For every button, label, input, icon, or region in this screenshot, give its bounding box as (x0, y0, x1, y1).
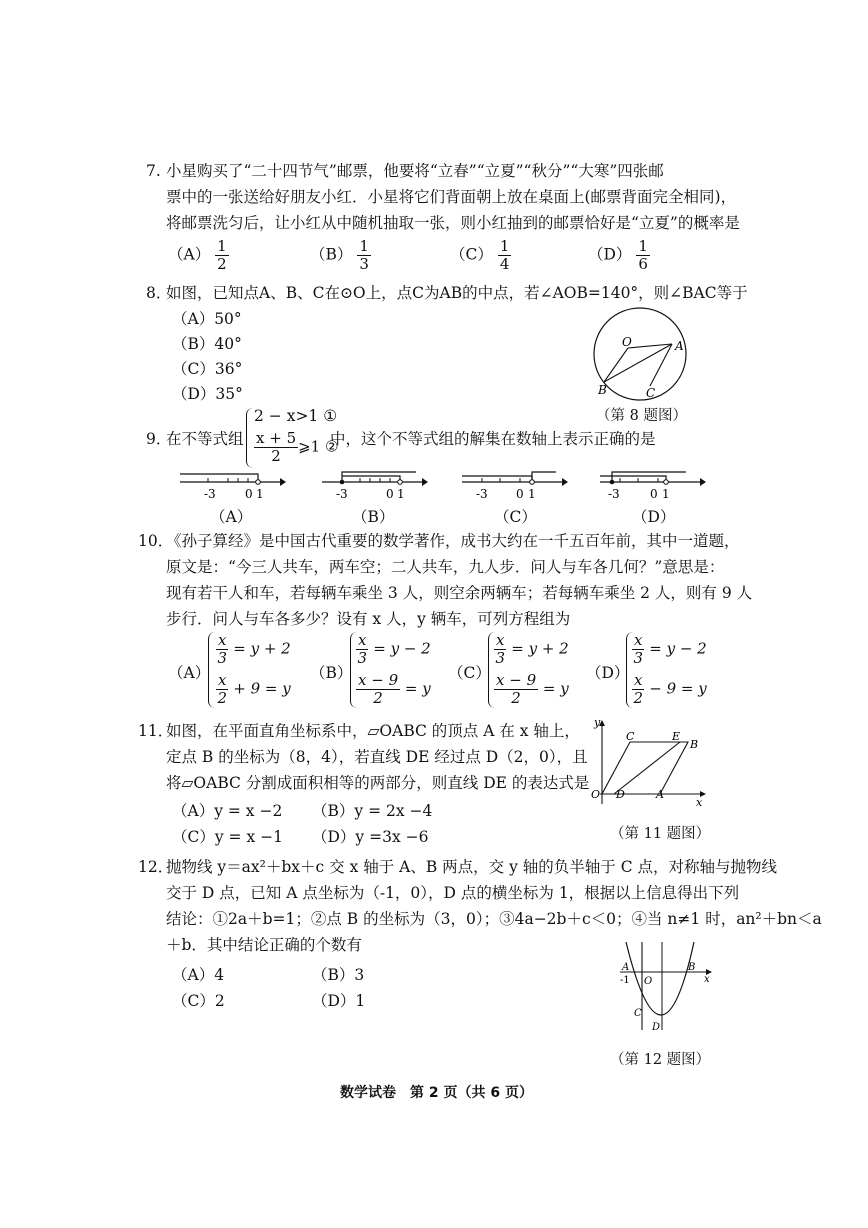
q11-parallelogram-figure (588, 716, 706, 808)
label-y: y (594, 716, 601, 729)
q9-number-line-c (460, 466, 568, 500)
q10-option-a-eq2 (216, 672, 291, 707)
label-a: A (622, 962, 630, 973)
label-x: x (704, 974, 710, 985)
segment-ob (604, 348, 628, 382)
label-c: C (634, 1008, 642, 1019)
fraction-numerator: x (634, 671, 643, 689)
parallelogram-oabc (602, 742, 688, 794)
label-a: A (656, 788, 664, 801)
arrow-icon (280, 478, 286, 486)
label-c: C (646, 386, 656, 400)
fraction-numerator: x (634, 631, 643, 649)
fraction-denominator: 4 (499, 255, 510, 273)
line-de (614, 742, 680, 794)
q9-option-c-label: （C） (494, 508, 537, 526)
q10-option-d-eq2 (632, 672, 707, 707)
q10-line-4: 步行．问人与车各多少？设有 x 人，y 辆车，可列方程组为 (166, 610, 571, 628)
fraction-denominator: 2 (511, 689, 521, 707)
q9-number: 9． (146, 430, 172, 448)
fraction-numerator: x − 9 (496, 671, 537, 689)
q8-text: 如图，已知点A、B、C在⊙O上，点C为AB的中点，若∠AOB=140°，则∠BAC等于 (166, 284, 748, 302)
q8-option-c: （C）36° (172, 360, 243, 378)
equation-rest: = y − 2 (373, 639, 431, 658)
fraction-denominator: 2 (271, 447, 281, 465)
q7-line-2: 票中的一张送给好朋友小红．小星将它们背面朝上放在桌面上(邮票背面完全相同)， (166, 188, 737, 206)
label-o: O (622, 335, 632, 349)
q9-inequality-1: 2 − x>1 ① (254, 407, 338, 425)
q12-option-b: （B）3 (312, 966, 365, 984)
q7-option-b (310, 238, 371, 273)
tick-label: -3 (476, 487, 488, 500)
q9-option-b-label: （B） (352, 508, 395, 526)
q12-number: 12． (138, 858, 174, 876)
fraction-denominator: 3 (217, 649, 227, 667)
q10-line-1: 《孙子算经》是中国古代重要的数学著作，成书大约在一千五百年前，其中一道题， (166, 532, 740, 550)
q10-option-c-eq2 (494, 672, 569, 707)
q8-option-a: （A）50° (172, 310, 242, 328)
equation-rest: = y + 2 (233, 639, 291, 658)
label-e: E (672, 730, 681, 743)
q7-option-d (588, 238, 650, 273)
q9-option-a-label: （A） (210, 508, 253, 526)
q7-number: 7. (146, 162, 161, 180)
fraction-numerator: 1 (359, 237, 369, 255)
tick-label: 1 (397, 487, 405, 500)
q12-option-a: （A）4 (172, 966, 225, 984)
q12-line-3: 结论：①2a＋b=1；②点 B 的坐标为（3，0）；③4a−2b＋c＜0；④当 n≠1 时，an²＋bn＜a (166, 910, 822, 928)
fraction-numerator: 1 (217, 237, 227, 255)
q7-option-a (168, 238, 229, 273)
label-b: B (690, 738, 699, 751)
fraction-numerator: x (496, 631, 505, 649)
option-label: （C） (450, 245, 493, 264)
q10-option-a-eq1 (216, 632, 291, 667)
q11-option-d: （D）y =3x −6 (312, 828, 429, 846)
arrow-icon (422, 478, 428, 486)
option-label: （D） (588, 245, 632, 264)
arrow-icon (700, 478, 706, 486)
q7-line-1: 小星购买了“二十四节气”邮票，他要将“立春”“立夏”“秋分”“大寒”四张邮 (166, 162, 664, 180)
fraction-numerator: x + 5 (256, 429, 297, 447)
q10-option-a-label: （A） (168, 664, 211, 682)
q12-caption: （第 12 题图） (610, 1052, 711, 1068)
q10-option-d-label: （D） (586, 664, 630, 682)
tick-label: -3 (608, 487, 620, 500)
fraction-numerator: x − 9 (358, 671, 399, 689)
equation-rest: = y − 2 (649, 639, 707, 658)
fraction-numerator: 1 (499, 237, 510, 255)
tick-label: 1 (256, 487, 264, 500)
tick-label: 1 (662, 487, 670, 500)
q8-option-d: （D）35° (172, 385, 243, 403)
fraction-denominator: 3 (357, 649, 367, 667)
q9-option-d-label: （D） (632, 508, 676, 526)
page-footer: 数学试卷 第 2 页（共 6 页） (340, 1085, 533, 1101)
q10-line-2: 原文是：“今三人共车，两车空；二人共车，九人步．问人与车各几何？”意思是： (166, 558, 725, 576)
system-brace (208, 632, 215, 708)
tick-label: 0 (650, 487, 658, 500)
q10-line-3: 现有若干人和车，若每辆车乘坐 3 人，则空余两辆车；若每辆车乘坐 2 人，则有 9 人 (166, 584, 753, 602)
fraction-denominator: 2 (217, 255, 227, 273)
arrow-icon (562, 478, 568, 486)
q7-line-3: 将邮票洗匀后，让小红从中随机抽取一张，则小红抽到的邮票恰好是“立夏”的概率是 (166, 214, 740, 232)
fraction-denominator: 2 (217, 689, 227, 707)
equation-rest: − 9 = y (649, 679, 707, 698)
label-c: C (626, 730, 635, 743)
fraction-denominator: 2 (373, 689, 383, 707)
q11-caption: （第 11 题图） (610, 826, 711, 842)
equation-rest: = y (542, 679, 569, 698)
circle-o (594, 308, 686, 400)
q11-line-1: 如图，在平面直角坐标系中，▱OABC 的顶点 A 在 x 轴上， (166, 722, 580, 740)
q10-option-c-label: （C） (448, 664, 491, 682)
q11-option-b: （B）y = 2x −4 (312, 802, 433, 820)
fraction-denominator: 2 (633, 689, 643, 707)
fraction-numerator: x (358, 631, 367, 649)
inequality-rest: ⩾1 ② (298, 437, 339, 456)
label-o: O (591, 788, 601, 801)
option-label: （A） (168, 245, 211, 264)
label-d: D (652, 1022, 661, 1033)
q10-option-d-eq1 (632, 632, 707, 667)
fraction-denominator: 3 (633, 649, 643, 667)
q8-caption: （第 8 题图） (596, 408, 687, 424)
q8-number: 8． (146, 284, 172, 302)
tick-label: -3 (336, 487, 348, 500)
equation-rest: = y + 2 (511, 639, 569, 658)
q9-number-line-a (178, 466, 286, 500)
label-a: A (675, 339, 684, 353)
q10-option-c-eq1 (494, 632, 569, 667)
tick-label: 0 (516, 487, 524, 500)
q8-option-b: （B）40° (172, 335, 242, 353)
q12-parabola-figure (616, 938, 712, 1034)
q11-option-c: （C）y = x −1 (172, 828, 283, 846)
label-neg1: -1 (620, 975, 630, 986)
q10-option-b-eq1 (356, 632, 431, 667)
fraction-denominator: 6 (638, 255, 648, 273)
q12-option-c: （C）2 (172, 992, 225, 1010)
q12-option-d: （D）1 (312, 992, 366, 1010)
q10-option-b-label: （B） (310, 664, 353, 682)
q12-line-1: 抛物线 y＝ax²＋bx＋c 交 x 轴于 A、B 两点，交 y 轴的负半轴于 C 点，对称轴与抛物线 (166, 858, 778, 876)
fraction-denominator: 3 (359, 255, 369, 273)
fraction-numerator: x (218, 631, 227, 649)
q9-number-line-d (598, 466, 706, 500)
q9-suffix: 中，这个不等式组的解集在数轴上表示正确的是 (330, 430, 656, 448)
q7-option-c (450, 238, 511, 273)
q10-option-b-eq2 (356, 672, 431, 707)
fraction-denominator: 3 (495, 649, 505, 667)
label-b: B (598, 383, 607, 397)
tick-label: 1 (528, 487, 536, 500)
label-d: D (616, 788, 625, 801)
q11-number: 11． (138, 722, 174, 740)
option-label: （B） (310, 245, 353, 264)
q9-system-brace (246, 408, 253, 468)
q10-number: 10． (138, 532, 174, 550)
q9-prefix: 在不等式组 (166, 430, 244, 448)
q9-inequality-2 (254, 430, 338, 465)
q12-line-2: 交于 D 点，已知 A 点坐标为（-1，0），D 点的横坐标为 1，根据以上信息得出下列 (166, 884, 740, 902)
q8-circle-figure (584, 306, 700, 402)
fraction-numerator: 1 (638, 237, 648, 255)
parabola-curve (626, 942, 694, 1015)
label-x: x (696, 796, 703, 808)
q11-line-3: 将▱OABC 分割成面积相等的两部分，则直线 DE 的表达式是 (166, 774, 590, 792)
q12-line-4: ＋b．其中结论正确的个数有 (166, 936, 362, 954)
tick-label: 0 (245, 487, 253, 500)
equation-rest: = y (404, 679, 431, 698)
label-b: B (688, 962, 696, 973)
q11-line-2: 定点 B 的坐标为（8，4），若直线 DE 经过点 D（2，0），且 (166, 748, 588, 766)
tick-label: -3 (204, 487, 216, 500)
q9-number-line-b (320, 466, 428, 500)
fraction-numerator: x (218, 671, 227, 689)
q11-option-a: （A）y = x −2 (172, 802, 283, 820)
label-o: O (644, 976, 653, 987)
tick-label: 0 (386, 487, 394, 500)
equation-rest: + 9 = y (233, 679, 291, 698)
